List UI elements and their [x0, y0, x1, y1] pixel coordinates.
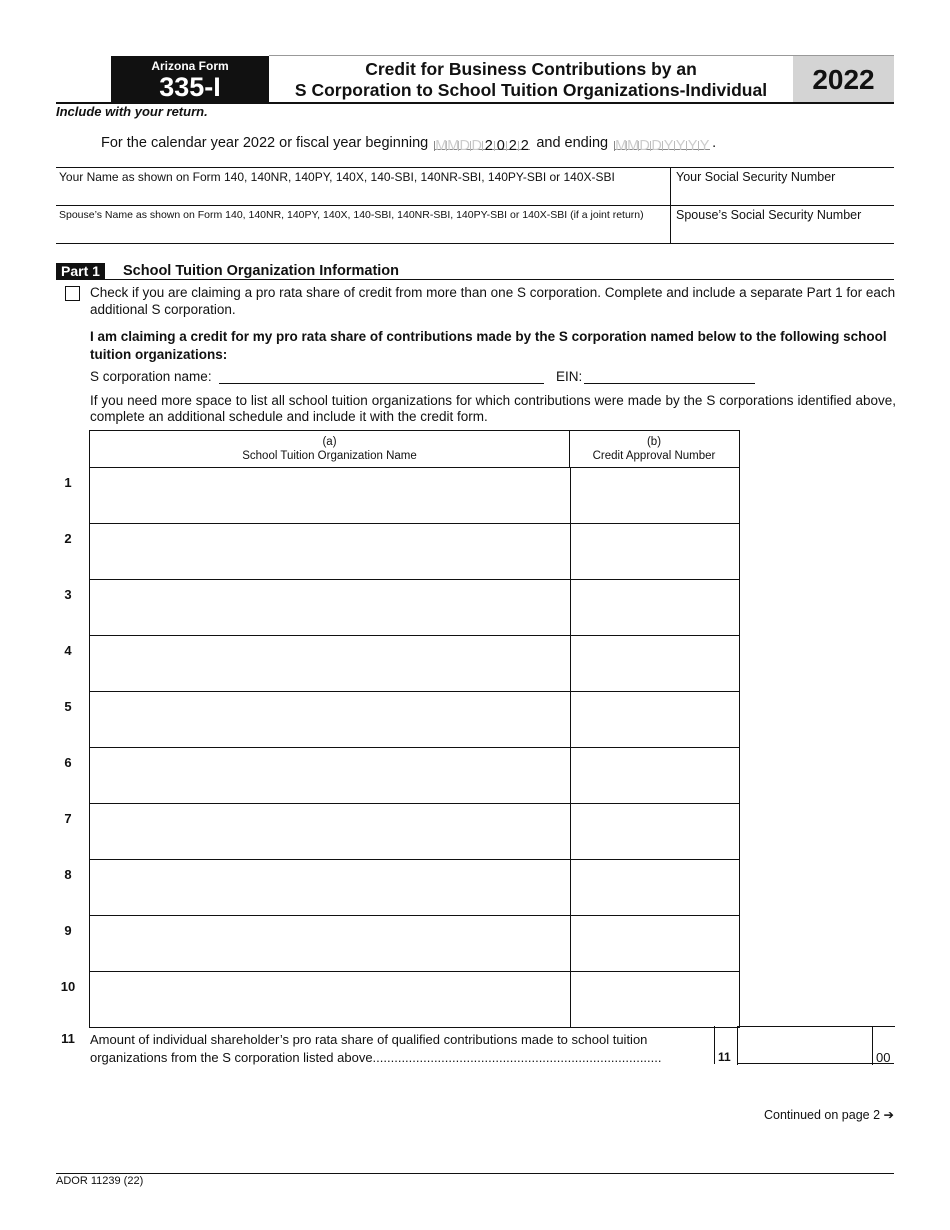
organization-row	[90, 804, 739, 860]
end-date-digit: D	[651, 138, 662, 154]
row-number: 7	[64, 811, 72, 826]
organization-name-field[interactable]	[90, 692, 571, 747]
row-number: 3	[64, 587, 72, 602]
begin-date-digit: M	[447, 138, 460, 154]
continued-note: Continued on page 2 ➔	[763, 1108, 894, 1122]
organization-row	[90, 580, 739, 636]
form-title-line1: Credit for Business Contributions by an	[365, 59, 697, 79]
s-corp-name-label: S corporation name:	[90, 369, 212, 384]
begin-date-digit: D	[471, 138, 483, 154]
more-space-note: If you need more space to list all school tuition organizations for which contributions were made by the S corporations identified above, complete an additional schedule and include it with the credit form.	[90, 393, 896, 424]
spouse-name-row[interactable]	[56, 205, 894, 244]
credit-approval-number-field[interactable]	[571, 972, 739, 1027]
organization-row	[90, 636, 739, 692]
ein-label: EIN:	[556, 369, 583, 384]
col-b-label: Credit Approval Number	[592, 450, 716, 462]
form-number-badge	[111, 56, 269, 102]
taxpayer-name-label: Your Name as shown on Form 140, 140NR, 140PY, 140X, 140-SBI, 140NR-SBI, 140PY-SBI or 140X-SBI	[59, 170, 615, 184]
col-b-letter: (b)	[646, 436, 662, 448]
line11-cents-value: 00	[876, 1050, 891, 1065]
calendar-year-line	[101, 135, 717, 154]
organization-row	[90, 972, 739, 1028]
line11-description	[90, 1031, 710, 1067]
credit-approval-number-field[interactable]	[571, 636, 739, 691]
credit-approval-number-field[interactable]	[571, 748, 739, 803]
organization-name-field[interactable]	[90, 468, 571, 523]
organization-name-field[interactable]	[90, 580, 571, 635]
line11-amount-field[interactable]	[737, 1026, 895, 1065]
begin-date-digit: 2	[506, 141, 518, 151]
part1-title: School Tuition Organization Information	[123, 263, 400, 279]
row-number: 6	[64, 755, 72, 770]
credit-approval-number-field[interactable]	[571, 468, 739, 523]
spouse-ssn-label: Spouse’s Social Security Number	[676, 208, 862, 222]
footer-rule	[56, 1173, 894, 1174]
calendar-year-prefix: For the calendar year 2022 or fiscal year beginning	[101, 135, 429, 151]
credit-approval-number-field[interactable]	[571, 916, 739, 971]
organization-table	[89, 430, 740, 1028]
organization-row	[90, 748, 739, 804]
organization-name-field[interactable]	[90, 524, 571, 579]
credit-approval-number-field[interactable]	[571, 860, 739, 915]
organization-row	[90, 524, 739, 580]
begin-date-digit: 2	[518, 141, 530, 151]
begin-date-digit: 2	[482, 141, 494, 151]
credit-approval-number-field[interactable]	[571, 692, 739, 747]
form-title-line2: S Corporation to School Tuition Organizations-Individual	[294, 80, 768, 100]
fiscal-end-date-field[interactable]	[614, 135, 710, 154]
tax-year: 2022	[793, 56, 894, 102]
part1-tag: Part 1	[56, 263, 105, 280]
organization-name-field[interactable]	[90, 804, 571, 859]
end-date-digit: Y	[687, 138, 698, 154]
row-number: 5	[64, 699, 72, 714]
row-number: 8	[64, 867, 72, 882]
line11-cents	[872, 1027, 891, 1065]
part1-header	[56, 263, 894, 280]
form-number: 335-I	[159, 72, 221, 102]
multiple-s-corp-checkbox[interactable]	[65, 286, 80, 301]
organization-name-field[interactable]	[90, 636, 571, 691]
s-corp-name-field[interactable]	[219, 383, 544, 384]
credit-approval-number-field[interactable]	[571, 524, 739, 579]
line11-text-line2: organizations from the S corporation listed above	[90, 1050, 373, 1065]
row-number: 9	[64, 923, 72, 938]
taxpayer-name-row[interactable]	[56, 167, 894, 205]
col-a-letter: (a)	[322, 436, 337, 448]
organization-row	[90, 916, 739, 972]
credit-approval-number-field[interactable]	[571, 580, 739, 635]
taxpayer-name-table	[56, 167, 894, 244]
calendar-year-suffix: .	[712, 135, 717, 151]
end-date-digit: Y	[663, 138, 674, 154]
organization-name-field[interactable]	[90, 972, 571, 1027]
line11-text-line1: Amount of individual shareholder’s pro rata share of qualified contributions made to school tuition	[90, 1032, 648, 1047]
multiple-s-corp-text: Check if you are claiming a pro rata share of credit from more than one S corporation. Complete and include a separate Part 1 for each additional S corporation.	[90, 285, 896, 317]
calendar-year-middle: and ending	[536, 135, 609, 151]
organization-row	[90, 468, 739, 524]
form-footer-id: ADOR 11239 (22)	[56, 1175, 144, 1187]
end-date-digit: Y	[699, 138, 710, 154]
row-number: 4	[64, 643, 72, 658]
organization-name-field[interactable]	[90, 748, 571, 803]
end-date-digit: Y	[675, 138, 686, 154]
credit-approval-number-field[interactable]	[571, 804, 739, 859]
col-a-label: School Tuition Organization Name	[242, 450, 417, 462]
row-number: 2	[64, 531, 72, 546]
begin-date-digit: D	[459, 138, 471, 154]
form-label: Arizona Form	[151, 59, 229, 73]
row-number: 1	[64, 475, 72, 490]
spouse-ssn-field[interactable]	[670, 206, 896, 243]
claim-statement: I am claiming a credit for my pro rata share of contributions made by the S corporation named below to the following school tuition organizations:	[90, 329, 887, 362]
organization-table-header	[90, 431, 739, 468]
form-title	[269, 56, 793, 102]
fiscal-begin-date-field[interactable]	[434, 135, 530, 154]
ein-field[interactable]	[584, 383, 755, 384]
organization-row	[90, 692, 739, 748]
row-number: 10	[60, 979, 76, 994]
spouse-name-label: Spouse’s Name as shown on Form 140, 140NR, 140PY, 140X, 140-SBI, 140NR-SBI, 140PY-SBI or 140X-SBI (if a joint return)	[59, 209, 644, 221]
line11-box-label: 11	[718, 1050, 731, 1064]
end-date-digit: D	[639, 138, 650, 154]
taxpayer-ssn-label: Your Social Security Number	[676, 170, 836, 184]
taxpayer-ssn-field[interactable]	[670, 168, 896, 205]
organization-row	[90, 860, 739, 916]
line11-number: 11	[61, 1031, 75, 1046]
begin-date-digit: M	[435, 138, 448, 154]
end-date-digit: M	[615, 138, 628, 154]
begin-date-digit: 0	[494, 141, 506, 151]
col-b-header	[570, 431, 738, 467]
include-note: Include with your return.	[56, 104, 208, 119]
line11-leader-dots: ................................................................................	[372, 1050, 662, 1065]
line11-box	[714, 1026, 738, 1064]
line11-amount-underline	[737, 1063, 894, 1064]
end-date-digit: M	[627, 138, 640, 154]
col-a-header	[90, 431, 570, 467]
organization-name-field[interactable]	[90, 860, 571, 915]
organization-name-field[interactable]	[90, 916, 571, 971]
